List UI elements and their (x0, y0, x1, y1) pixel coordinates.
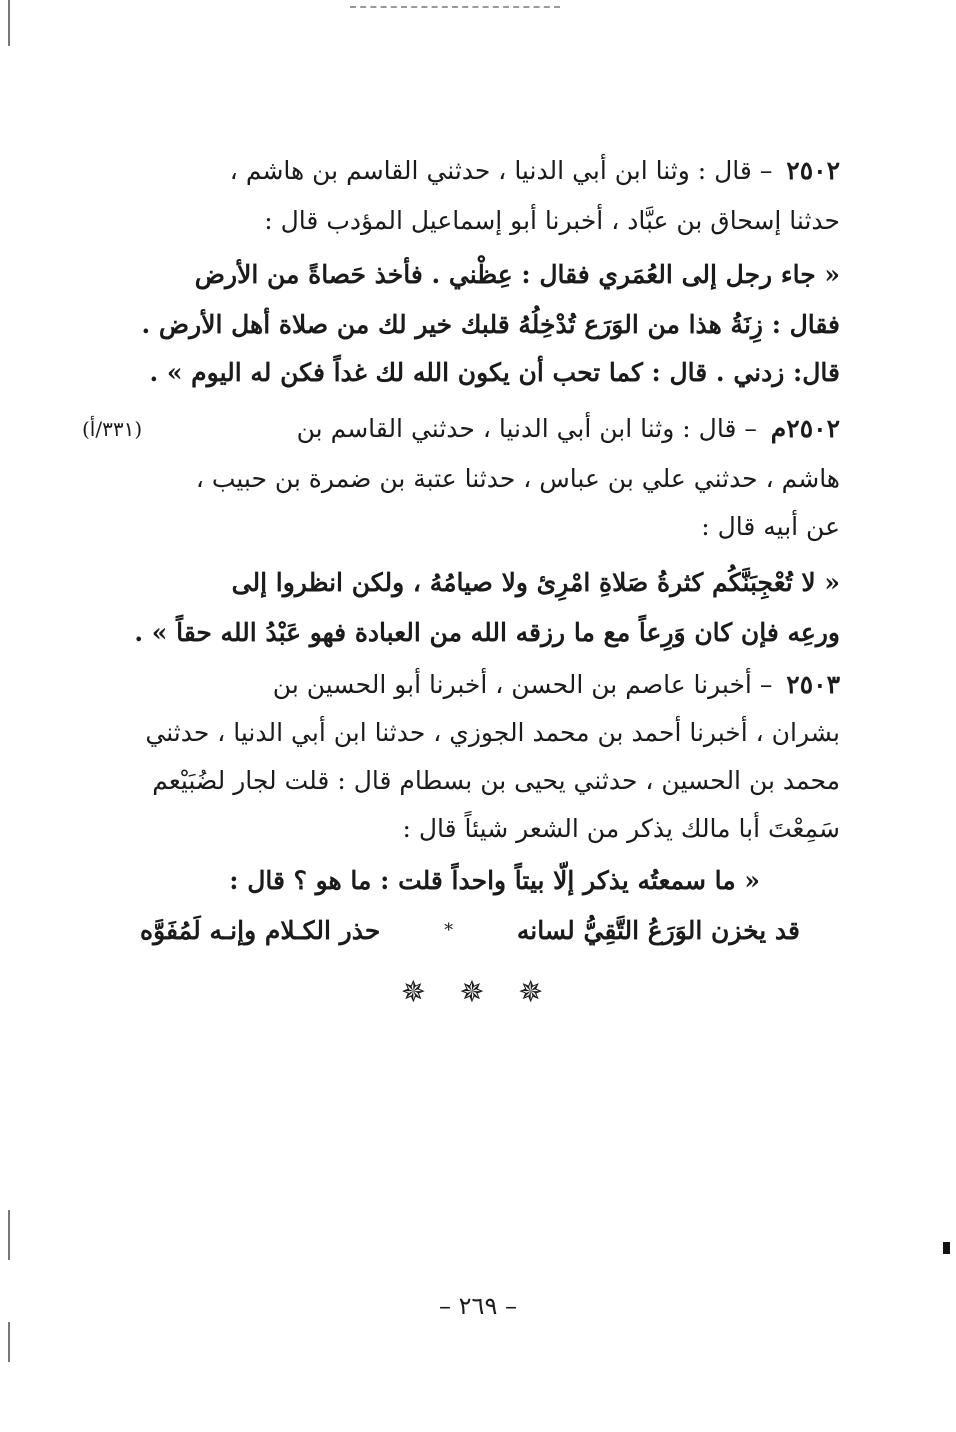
entry-2502m (134, 408, 840, 647)
poem-verse (140, 910, 840, 952)
quote-line: « جاء رجل إلى العُمَري فقال : عِظْني . فأخذ حَصاةً من الأرض (194, 260, 840, 289)
entry-line: عن أبيه قال : (701, 512, 840, 541)
margin-note: (٣٣١/أ) (82, 417, 143, 441)
verse-first-hemistich: قد يخزن الوَرَعُ التَّقِيُّ لسانه (516, 916, 800, 945)
top-dashed-rule (350, 6, 560, 8)
quote-line: قال: زدني . قال : كما تحب أن يكون الله لك غداً فكن له اليوم » . (149, 358, 840, 387)
verse-separator: * (444, 920, 454, 941)
entry-number: ٢٥٠٢ (786, 156, 840, 185)
entry-2502 (140, 150, 840, 387)
quote-line: « لا تُعْجِبَنَّكُم كثرةُ صَلاةِ امْرِئ ولا صيامُهُ ، ولكن انظروا إلى (231, 568, 840, 597)
entry-line: – أخبرنا عاصم بن الحسن ، أخبرنا أبو الحسين بن (272, 670, 773, 699)
verse-second-hemistich: حذر الكـلام وإنـه لَمُفَوَّه (140, 916, 381, 945)
entry-line: محمد بن الحسين ، حدثني يحيى بن بسطام قال : قلت لجار لضُبَيْعم (152, 766, 840, 795)
quote-line: « ما سمعتُه يذكر إلّا بيتاً واحداً قلت : ما هو ؟ قال : (229, 866, 760, 895)
entry-line: سَمِعْتَ أبا مالك يذكر من الشعر شيئاً قال : (402, 814, 840, 843)
entry-number: ٢٥٠٣ (786, 670, 840, 699)
entry-2503 (140, 664, 840, 964)
quote-line: ورعِه فإن كان وَرِعاً مع ما رزقه الله من العبادة فهو عَبْدُ الله حقاً » . (134, 618, 840, 647)
entry-line: هاشم ، حدثني علي بن عباس ، حدثنا عتبة بن ضمرة بن حبيب ، (195, 464, 840, 493)
entry-line: – قال : وثنا ابن أبي الدنيا ، حدثني القاسم بن هاشم ، (229, 156, 773, 185)
section-ornament: ✵ ✵ ✵ (400, 975, 556, 1010)
entry-line: بشران ، أخبرنا أحمد بن محمد الجوزي ، حدثنا ابن أبي الدنيا ، حدثني (145, 718, 840, 747)
entry-number: ٢٥٠٢م (770, 414, 840, 443)
page-number: – ٢٦٩ – (439, 1292, 517, 1320)
scan-edge-mark (8, 1210, 10, 1260)
scan-edge-mark (8, 0, 10, 46)
scan-blot (943, 1242, 950, 1254)
entry-line: – قال : وثنا ابن أبي الدنيا ، حدثني القاسم بن (296, 414, 757, 443)
scan-edge-mark (8, 1322, 10, 1362)
entry-line: حدثنا إسحاق بن عبَّاد ، أخبرنا أبو إسماعيل المؤدب قال : (264, 206, 840, 235)
quote-line: فقال : زِنَةُ هذا من الوَرَع تُدْخِلُهُ قلبك خير لك من صلاة أهل الأرض . (141, 310, 840, 339)
